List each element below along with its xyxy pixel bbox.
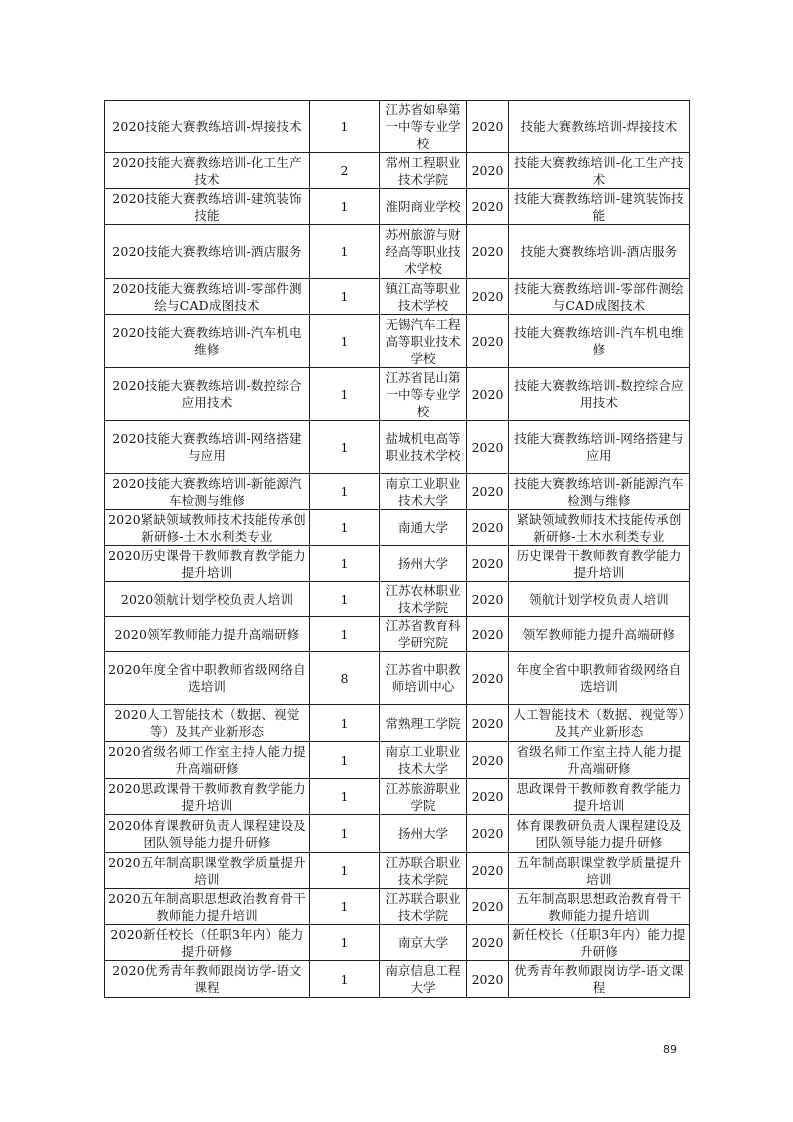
name-cell: 技能大赛教练培训-酒店服务 (509, 225, 690, 279)
data-table (104, 100, 690, 998)
project-cell: 2020技能大赛教练培训-新能源汽车检测与维修 (105, 474, 310, 510)
table-row (105, 705, 690, 742)
count-cell: 1 (310, 315, 380, 368)
project-cell: 2020技能大赛教练培训-数控综合应用技术 (105, 368, 310, 421)
table-row (105, 617, 690, 652)
count-cell: 1 (310, 510, 380, 546)
table-row (105, 368, 690, 421)
school-cell: 无锡汽车工程高等职业技术学校 (380, 315, 467, 368)
name-cell: 领军教师能力提升高端研修 (509, 617, 690, 652)
year-cell: 2020 (467, 742, 509, 779)
school-cell: 江苏省昆山第一中等专业学校 (380, 368, 467, 421)
name-cell: 技能大赛教练培训-数控综合应用技术 (509, 368, 690, 421)
table-row (105, 779, 690, 815)
page-number: 89 (663, 1043, 677, 1056)
project-cell: 2020年度全省中职教师省级网络自选培训 (105, 652, 310, 705)
year-cell: 2020 (467, 510, 509, 546)
name-cell: 技能大赛教练培训-建筑装饰技能 (509, 189, 690, 225)
table-row (105, 510, 690, 546)
year-cell: 2020 (467, 315, 509, 368)
name-cell: 年度全省中职教师省级网络自选培训 (509, 652, 690, 705)
count-cell: 1 (310, 421, 380, 474)
table-row (105, 421, 690, 474)
year-cell: 2020 (467, 853, 509, 889)
table-row (105, 189, 690, 225)
name-cell: 五年制高职课堂教学质量提升培训 (509, 853, 690, 889)
year-cell: 2020 (467, 925, 509, 961)
count-cell: 8 (310, 652, 380, 705)
year-cell: 2020 (467, 368, 509, 421)
school-cell: 江苏联合职业技术学院 (380, 853, 467, 889)
year-cell: 2020 (467, 961, 509, 998)
count-cell: 1 (310, 101, 380, 153)
table-row (105, 925, 690, 961)
project-cell: 2020新任校长（任职3年内）能力提升研修 (105, 925, 310, 961)
count-cell: 1 (310, 582, 380, 617)
project-cell: 2020技能大赛教练培训-酒店服务 (105, 225, 310, 279)
table-row (105, 474, 690, 510)
table-row (105, 546, 690, 582)
count-cell: 1 (310, 368, 380, 421)
school-cell: 江苏旅游职业学院 (380, 779, 467, 815)
project-cell: 2020技能大赛教练培训-化工生产技术 (105, 153, 310, 189)
project-cell: 2020优秀青年教师跟岗访学-语文课程 (105, 961, 310, 998)
school-cell: 南通大学 (380, 510, 467, 546)
table-row (105, 153, 690, 189)
project-cell: 2020人工智能技术（数据、视觉等）及其产业新形态 (105, 705, 310, 742)
name-cell: 技能大赛教练培训-网络搭建与应用 (509, 421, 690, 474)
project-cell: 2020体育课教研负责人课程建设及团队领导能力提升研修 (105, 815, 310, 853)
year-cell: 2020 (467, 582, 509, 617)
name-cell: 技能大赛教练培训-焊接技术 (509, 101, 690, 153)
year-cell: 2020 (467, 546, 509, 582)
table-row (105, 582, 690, 617)
count-cell: 2 (310, 153, 380, 189)
school-cell: 江苏省如皋第一中等专业学校 (380, 101, 467, 153)
count-cell: 1 (310, 742, 380, 779)
count-cell: 1 (310, 546, 380, 582)
project-cell: 2020五年制高职课堂教学质量提升培训 (105, 853, 310, 889)
year-cell: 2020 (467, 889, 509, 925)
name-cell: 体育课教研负责人课程建设及团队领导能力提升研修 (509, 815, 690, 853)
count-cell: 1 (310, 189, 380, 225)
name-cell: 五年制高职思想政治教育骨干教师能力提升培训 (509, 889, 690, 925)
project-cell: 2020领航计划学校负责人培训 (105, 582, 310, 617)
name-cell: 思政课骨干教师教育教学能力提升培训 (509, 779, 690, 815)
school-cell: 淮阴商业学校 (380, 189, 467, 225)
school-cell: 南京大学 (380, 925, 467, 961)
count-cell: 1 (310, 815, 380, 853)
name-cell: 人工智能技术（数据、视觉等）及其产业新形态 (509, 705, 690, 742)
project-cell: 2020领军教师能力提升高端研修 (105, 617, 310, 652)
school-cell: 江苏农林职业技术学院 (380, 582, 467, 617)
count-cell: 1 (310, 705, 380, 742)
count-cell: 1 (310, 279, 380, 315)
year-cell: 2020 (467, 101, 509, 153)
school-cell: 南京工业职业技术大学 (380, 474, 467, 510)
year-cell: 2020 (467, 779, 509, 815)
year-cell: 2020 (467, 474, 509, 510)
school-cell: 常州工程职业技术学院 (380, 153, 467, 189)
name-cell: 技能大赛教练培训-汽车机电维修 (509, 315, 690, 368)
school-cell: 江苏联合职业技术学院 (380, 889, 467, 925)
table-row (105, 225, 690, 279)
table-row (105, 961, 690, 998)
project-cell: 2020省级名师工作室主持人能力提升高端研修 (105, 742, 310, 779)
name-cell: 技能大赛教练培训-化工生产技术 (509, 153, 690, 189)
count-cell: 1 (310, 889, 380, 925)
count-cell: 1 (310, 474, 380, 510)
year-cell: 2020 (467, 617, 509, 652)
table-row (105, 815, 690, 853)
count-cell: 1 (310, 925, 380, 961)
school-cell: 扬州大学 (380, 815, 467, 853)
year-cell: 2020 (467, 421, 509, 474)
count-cell: 1 (310, 225, 380, 279)
school-cell: 南京信息工程大学 (380, 961, 467, 998)
name-cell: 历史课骨干教师教育教学能力提升培训 (509, 546, 690, 582)
name-cell: 省级名师工作室主持人能力提升高端研修 (509, 742, 690, 779)
school-cell: 南京工业职业技术大学 (380, 742, 467, 779)
project-cell: 2020技能大赛教练培训-汽车机电维修 (105, 315, 310, 368)
count-cell: 1 (310, 617, 380, 652)
table-row (105, 101, 690, 153)
table-row (105, 652, 690, 705)
table-body (105, 101, 690, 998)
table-row (105, 279, 690, 315)
year-cell: 2020 (467, 225, 509, 279)
school-cell: 常熟理工学院 (380, 705, 467, 742)
year-cell: 2020 (467, 815, 509, 853)
name-cell: 技能大赛教练培训-零部件测绘与CAD成图技术 (509, 279, 690, 315)
year-cell: 2020 (467, 705, 509, 742)
project-cell: 2020技能大赛教练培训-焊接技术 (105, 101, 310, 153)
table-row (105, 315, 690, 368)
year-cell: 2020 (467, 279, 509, 315)
count-cell: 1 (310, 853, 380, 889)
school-cell: 江苏省中职教师培训中心 (380, 652, 467, 705)
school-cell: 江苏省教育科学研究院 (380, 617, 467, 652)
school-cell: 苏州旅游与财经高等职业技术学校 (380, 225, 467, 279)
project-cell: 2020技能大赛教练培训-建筑装饰技能 (105, 189, 310, 225)
table-row (105, 853, 690, 889)
school-cell: 扬州大学 (380, 546, 467, 582)
name-cell: 优秀青年教师跟岗访学-语文课程 (509, 961, 690, 998)
year-cell: 2020 (467, 153, 509, 189)
name-cell: 新任校长（任职3年内）能力提升研修 (509, 925, 690, 961)
table-row (105, 742, 690, 779)
school-cell: 盐城机电高等职业技术学校 (380, 421, 467, 474)
project-cell: 2020五年制高职思想政治教育骨干教师能力提升培训 (105, 889, 310, 925)
name-cell: 技能大赛教练培训-新能源汽车检测与维修 (509, 474, 690, 510)
year-cell: 2020 (467, 652, 509, 705)
name-cell: 紧缺领域教师技术技能传承创新研修-土木水利类专业 (509, 510, 690, 546)
project-cell: 2020技能大赛教练培训-网络搭建与应用 (105, 421, 310, 474)
project-cell: 2020思政课骨干教师教育教学能力提升培训 (105, 779, 310, 815)
school-cell: 镇江高等职业技术学校 (380, 279, 467, 315)
project-cell: 2020紧缺领域教师技术技能传承创新研修-土木水利类专业 (105, 510, 310, 546)
project-cell: 2020历史课骨干教师教育教学能力提升培训 (105, 546, 310, 582)
project-cell: 2020技能大赛教练培训-零部件测绘与CAD成图技术 (105, 279, 310, 315)
count-cell: 1 (310, 961, 380, 998)
year-cell: 2020 (467, 189, 509, 225)
table-row (105, 889, 690, 925)
count-cell: 1 (310, 779, 380, 815)
name-cell: 领航计划学校负责人培训 (509, 582, 690, 617)
